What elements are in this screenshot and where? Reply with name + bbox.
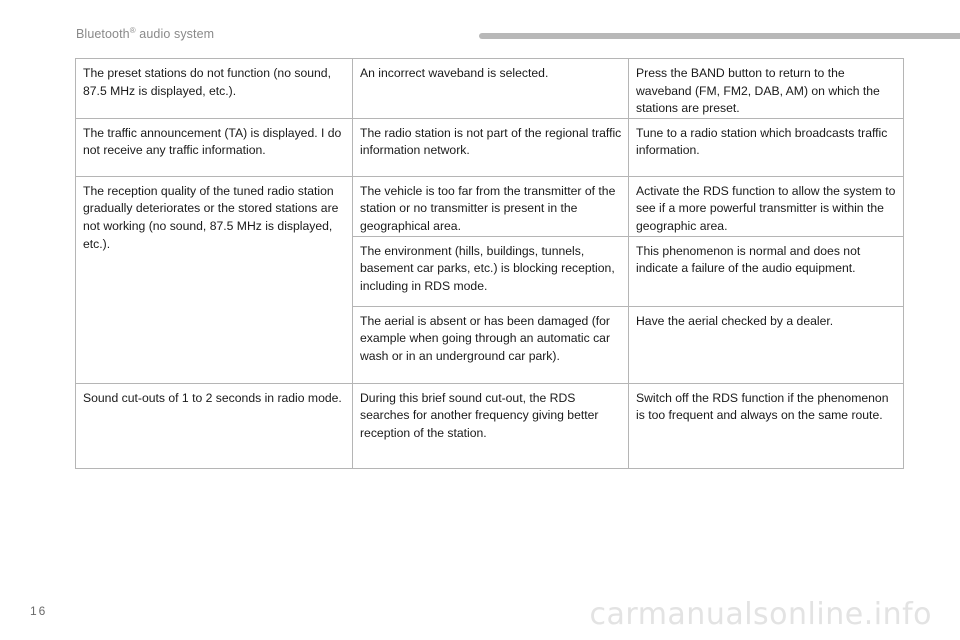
problem-cell: Sound cut-outs of 1 to 2 seconds in radio mode. bbox=[76, 383, 353, 468]
page-header-title bbox=[76, 26, 214, 41]
header-title-rest: audio system bbox=[135, 27, 215, 41]
problem-cell: The reception quality of the tuned radio station gradually deteriorates or the stored stations are not working (no sound, 87.5 MHz is displayed, etc.). bbox=[76, 176, 353, 383]
cause-cell: During this brief sound cut-out, the RDS searches for another frequency giving better reception of the station. bbox=[353, 383, 629, 468]
solution-cell: Press the BAND button to return to the waveband (FM, FM2, DAB, AM) on which the stations are preset. bbox=[629, 59, 904, 119]
table-row bbox=[76, 383, 904, 468]
table-row bbox=[76, 176, 904, 236]
cause-cell: The aerial is absent or has been damaged (for example when going through an automatic car wash or in an underground car park). bbox=[353, 306, 629, 383]
cause-cell: An incorrect waveband is selected. bbox=[353, 59, 629, 119]
solution-cell: Switch off the RDS function if the phenomenon is too frequent and always on the same route. bbox=[629, 383, 904, 468]
solution-cell: Have the aerial checked by a dealer. bbox=[629, 306, 904, 383]
cause-cell: The radio station is not part of the regional traffic information network. bbox=[353, 118, 629, 176]
header-divider-bar bbox=[479, 33, 960, 39]
solution-cell: Tune to a radio station which broadcasts traffic information. bbox=[629, 118, 904, 176]
watermark: carmanualsonline.info bbox=[589, 597, 932, 632]
cause-cell: The environment (hills, buildings, tunnels, basement car parks, etc.) is blocking reception, including in RDS mode. bbox=[353, 236, 629, 306]
table-row bbox=[76, 59, 904, 119]
header-title-text: Bluetooth bbox=[76, 27, 130, 41]
troubleshooting-table bbox=[75, 58, 904, 469]
table-row bbox=[76, 118, 904, 176]
problem-cell: The traffic announcement (TA) is displayed. I do not receive any traffic information. bbox=[76, 118, 353, 176]
problem-cell: The preset stations do not function (no sound, 87.5 MHz is displayed, etc.). bbox=[76, 59, 353, 119]
registered-mark: ® bbox=[129, 26, 136, 35]
page-number: 16 bbox=[30, 604, 48, 618]
solution-cell: Activate the RDS function to allow the system to see if a more powerful transmitter is within the geographic area. bbox=[629, 176, 904, 236]
cause-cell: The vehicle is too far from the transmitter of the station or no transmitter is present in the geographical area. bbox=[353, 176, 629, 236]
solution-cell: This phenomenon is normal and does not indicate a failure of the audio equipment. bbox=[629, 236, 904, 306]
